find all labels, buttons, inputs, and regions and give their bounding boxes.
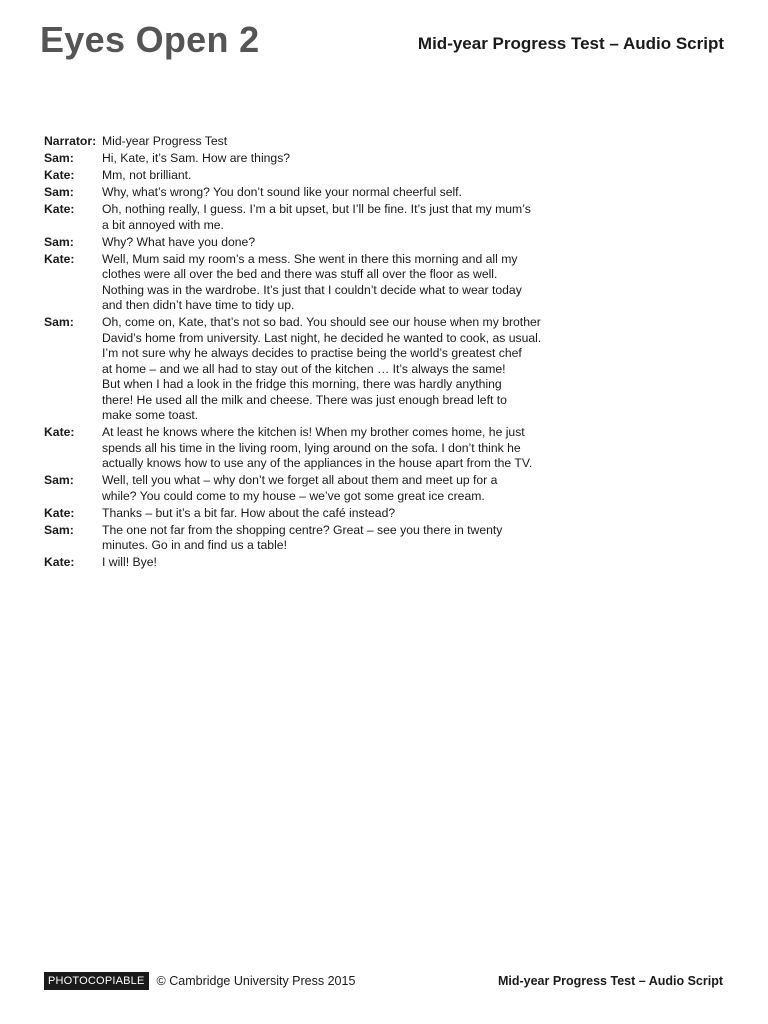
speech-line: a bit annoyed with me. xyxy=(102,217,224,232)
dialogue-turn xyxy=(44,315,564,424)
speech-line: make some toast. xyxy=(102,408,199,422)
speech-text xyxy=(102,315,564,424)
speech-text xyxy=(102,523,564,554)
speech-line: I’m not sure why he always decides to practise being the world’s greatest chef xyxy=(102,346,522,360)
speech-line: and then didn’t have time to tidy up. xyxy=(102,298,295,312)
speaker-label: Kate: xyxy=(44,251,75,266)
speech-line: spends all his time in the living room, lying around on the sofa. I don’t think he xyxy=(102,440,521,455)
speech-line: At least he knows where the kitchen is! When my brother comes home, he just xyxy=(102,425,525,439)
speech-line: Why? What have you done? xyxy=(102,234,256,249)
dialogue-turn xyxy=(44,252,564,314)
speech-text xyxy=(102,506,564,522)
dialogue-turn xyxy=(44,506,564,522)
speech-text xyxy=(102,202,564,233)
speech-text xyxy=(102,134,564,150)
speech-line: Why, what’s wrong? You don’t sound like your normal cheerful self. xyxy=(102,185,462,199)
speech-line: David’s home from university. Last night, he decided he wanted to cook, as usual. xyxy=(102,330,542,345)
speech-line: But when I had a look in the fridge this morning, there was hardly anything xyxy=(102,377,502,391)
speaker-label: Sam: xyxy=(44,315,74,329)
dialogue-turn xyxy=(44,202,564,233)
dialogue-turn xyxy=(44,134,564,150)
speech-text xyxy=(102,151,564,167)
page-subtitle: Mid-year Progress Test – Audio Script xyxy=(417,34,724,53)
dialogue-turn xyxy=(44,168,564,184)
speaker-label: Sam: xyxy=(44,473,74,487)
speech-line: Well, Mum said my room’s a mess. She went in there this morning and all my xyxy=(102,251,518,266)
speech-line: while? You could come to my house – we’ve got some great ice cream. xyxy=(102,488,485,503)
dialogue-turn xyxy=(44,555,564,571)
speech-line: I will! Bye! xyxy=(102,555,157,569)
speech-line: at home – and we all had to stay out of the kitchen … It’s always the same! xyxy=(102,361,506,376)
dialogue-turn xyxy=(44,523,564,554)
speech-line: Hi, Kate, it’s Sam. How are things? xyxy=(102,151,291,165)
speech-text xyxy=(102,185,564,201)
speech-text xyxy=(102,168,564,184)
footer-title: Mid-year Progress Test – Audio Script xyxy=(497,974,723,988)
speaker-label: Sam: xyxy=(44,234,74,249)
speaker-label: Kate: xyxy=(44,425,75,439)
speaker-label: Kate: xyxy=(44,505,75,520)
speech-text xyxy=(102,252,564,314)
dialogue-turn xyxy=(44,473,564,504)
dialogue-turn xyxy=(44,425,564,472)
speech-text xyxy=(102,425,564,472)
speech-line: Oh, come on, Kate, that’s not so bad. You should see our house when my brother xyxy=(102,315,541,329)
dialogue-turn xyxy=(44,151,564,167)
speech-text xyxy=(102,235,564,251)
photocopiable-badge: PHOTOCOPIABLE xyxy=(44,972,149,990)
speaker-label: Sam: xyxy=(44,151,74,165)
speech-line: clothes were all over the bed and there was stuff all over the floor as well. xyxy=(102,267,498,281)
speech-line: Nothing was in the wardrobe. It’s just that I couldn’t decide what to wear today xyxy=(102,282,522,297)
speech-line: there! He used all the milk and cheese. There was just enough bread left to xyxy=(102,392,507,407)
speech-line: Well, tell you what – why don’t we forget all about them and meet up for a xyxy=(102,473,498,487)
copyright-text: © Cambridge University Press 2015 xyxy=(156,974,356,988)
speaker-label: Kate: xyxy=(44,555,75,569)
speech-text xyxy=(102,473,564,504)
dialogue-turn xyxy=(44,235,564,251)
speech-line: actually knows how to use any of the appliances in the house apart from the TV. xyxy=(102,456,533,470)
speech-line: Mid-year Progress Test xyxy=(102,134,228,148)
speech-line: The one not far from the shopping centre? Great – see you there in twenty xyxy=(102,522,503,537)
speaker-label: Kate: xyxy=(44,168,75,182)
audio-script xyxy=(44,134,564,572)
speech-line: minutes. Go in and find us a table! xyxy=(102,538,287,552)
speaker-label: Sam: xyxy=(44,522,74,537)
page-title: Eyes Open 2 xyxy=(40,19,260,60)
speaker-label: Kate: xyxy=(44,202,75,216)
speaker-label: Narrator: xyxy=(44,134,97,148)
speech-line: Oh, nothing really, I guess. I’m a bit upset, but I’ll be fine. It’s just that my mum’s xyxy=(102,202,531,216)
footer-left xyxy=(44,972,355,990)
speech-line: Mm, not brilliant. xyxy=(102,168,192,182)
dialogue-turn xyxy=(44,185,564,201)
speech-line: Thanks – but it’s a bit far. How about the café instead? xyxy=(102,505,396,520)
speech-text xyxy=(102,555,564,571)
speaker-label: Sam: xyxy=(44,185,74,199)
